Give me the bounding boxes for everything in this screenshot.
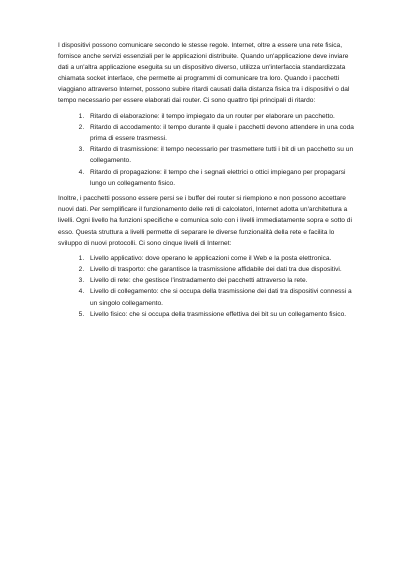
list-item: 3. Livello di rete: che gestisce l'instradamento dei pacchetti attraverso la rete. [86, 275, 356, 286]
list-item: 2. Ritardo di accodamento: il tempo durante il quale i pacchetti devono attendere in una coda prima di essere trasmessi. [86, 122, 356, 144]
list-item: 1. Livello applicativo: dove operano le applicazioni come il Web e la posta elettronica. [86, 253, 356, 264]
list-item: 1. Ritardo di elaborazione: il tempo impiegato da un router per elaborare un pacchetto. [86, 111, 356, 122]
list-item: 4. Livello di collegamento: che si occupa della trasmissione dei dati tra dispositivi connessi a un singolo collegamento. [86, 286, 356, 308]
list-item: 2. Livello di trasporto: che garantisce la trasmissione affidabile dei dati tra due dispositivi. [86, 264, 356, 275]
internet-layers-list [58, 253, 356, 320]
delay-types-list [58, 111, 356, 189]
layers-intro-paragraph: Inoltre, i pacchetti possono essere persi se i buffer dei router si riempiono e non possono accettare nuovi dati. Per semplificare il funzionamento delle reti di calcolatori, Internet adotta un'architettura a livelli. Ogni livello ha funzioni specifiche e comunica solo con i livelli immediatamente sopra e sotto di esso. Questa struttura a livelli permette di separare le diverse funzionalità della rete e facilita lo sviluppo di nuovi protocolli. Ci sono cinque livelli di Internet: [58, 195, 352, 247]
intro-paragraph: I dispositivi possono comunicare secondo le stesse regole. Internet, oltre a essere una rete fisica, fornisce anche servizi essenziali per le applicazioni distribuite. Quando un'applicazione deve inviare dati a un'altra applicazione eseguita su un dispositivo diverso, utilizza un'interfaccia standardizzata chiamata socket interface, che permette ai programmi di comunicare tra loro. Quando i pacchetti viaggiano attraverso Internet, possono subire ritardi causati dalla distanza fisica tra i dispositivi o dal tempo necessario per essere elaborati dai router. Ci sono quattro tipi principali di ritardo: [58, 42, 350, 105]
list-item: 5. Livello fisico: che si occupa della trasmissione effettiva dei bit su un collegamento fisico. [86, 309, 356, 320]
list-item: 3. Ritardo di trasmissione: il tempo necessario per trasmettere tutti i bit di un pacchetto su un collegamento. [86, 144, 356, 166]
list-item: 4. Ritardo di propagazione: il tempo che i segnali elettrici o ottici impiegano per propagarsi lungo un collegamento fisico. [86, 167, 356, 189]
